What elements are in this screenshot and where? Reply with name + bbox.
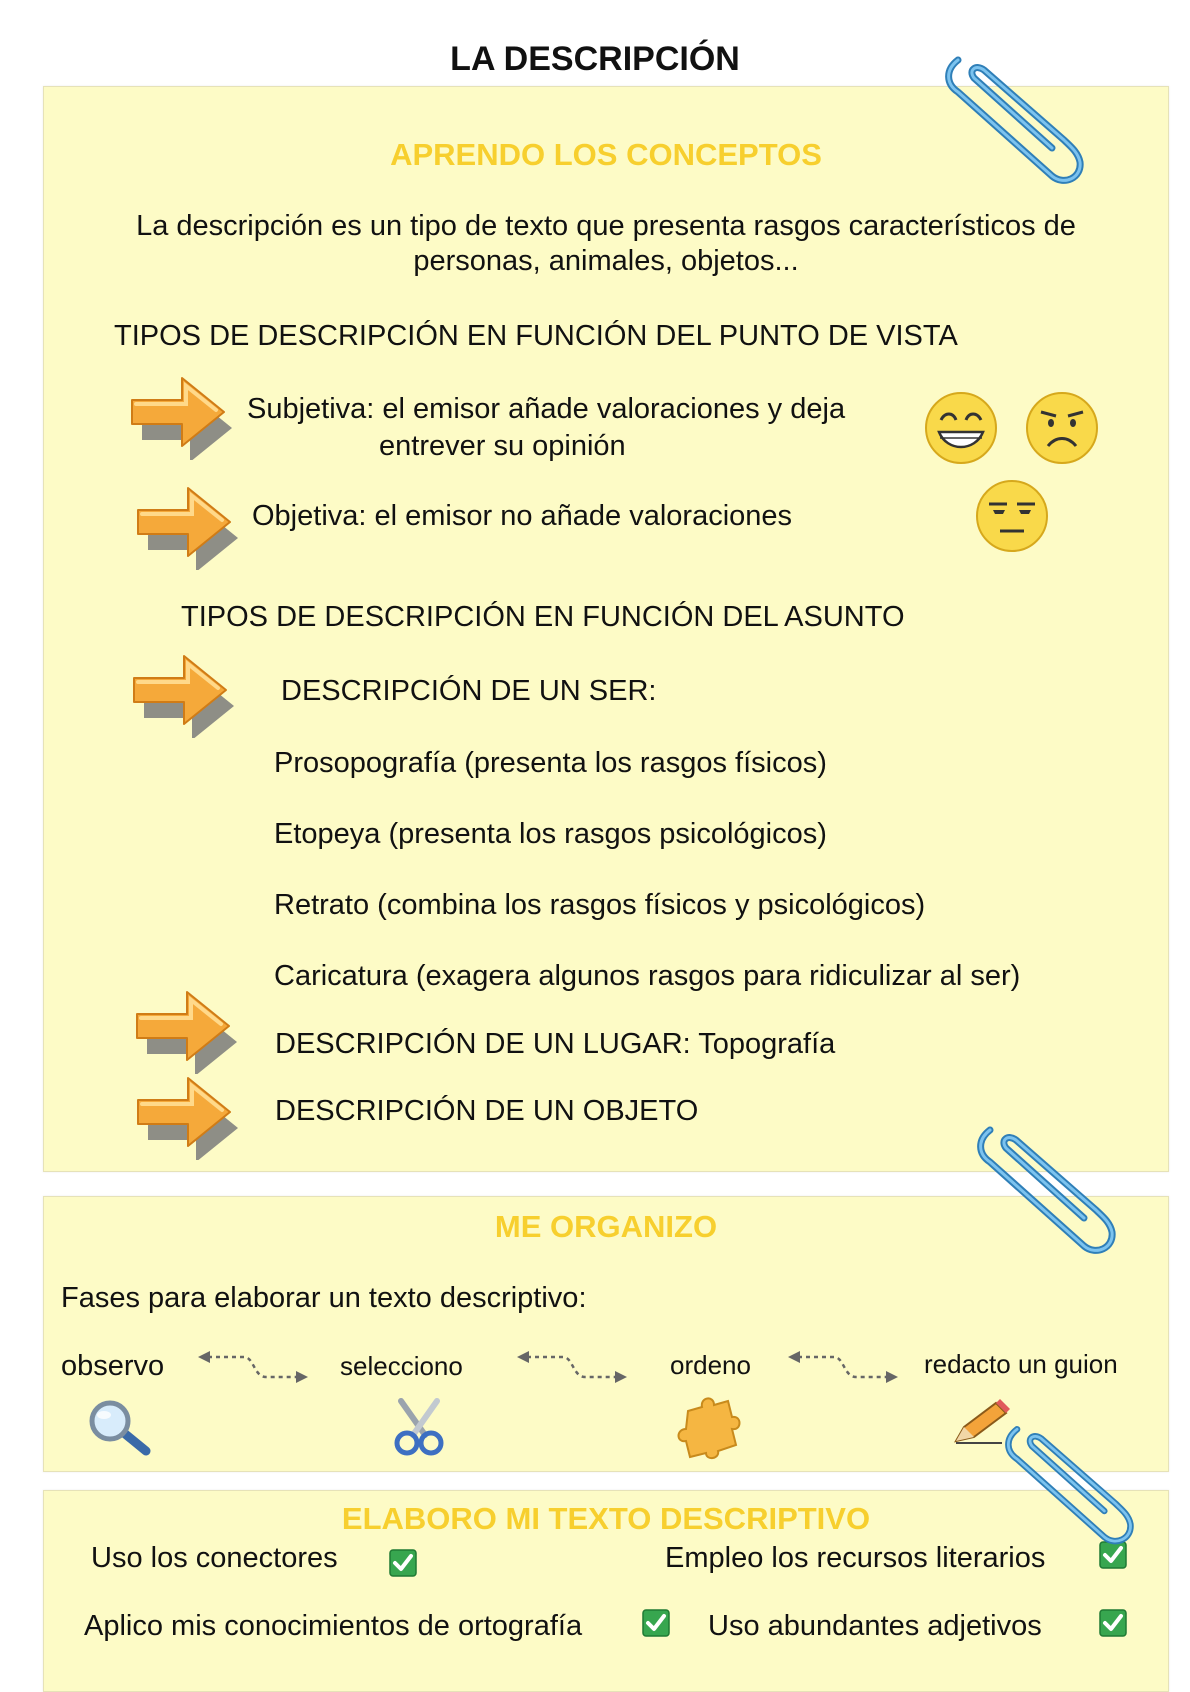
arrow-right-icon (126, 370, 236, 460)
document-title: LA DESCRIPCIÓN (450, 40, 740, 78)
being-type-etopeya: Etopeya (presenta los rasgos psicológicos) (274, 818, 827, 850)
checkbox-checked-icon (389, 1549, 417, 1577)
magnifier-icon (84, 1399, 154, 1459)
arrow-right-icon (131, 984, 241, 1074)
paperclip-icon (940, 50, 1090, 190)
object-description: DESCRIPCIÓN DE UN OBJETO (275, 1095, 699, 1127)
checklist-item-connectors: Uso los conectores (91, 1542, 338, 1574)
dashed-double-arrow-icon (784, 1347, 902, 1387)
dashed-double-arrow-icon (194, 1347, 312, 1387)
definition-line-1: La descripción es un tipo de texto que presenta rasgos característicos de (136, 210, 1076, 242)
puzzle-piece-icon (674, 1393, 744, 1463)
organize-intro: Fases para elaborar un texto descriptivo: (61, 1282, 587, 1314)
concepts-heading: APRENDO LOS CONCEPTOS (390, 137, 822, 172)
arrow-right-icon (132, 1070, 242, 1160)
being-type-caricatura: Caricatura (exagera algunos rasgos para ridiculizar al ser) (274, 960, 1021, 992)
subject-heading: TIPOS DE DESCRIPCIÓN EN FUNCIÓN DEL ASUNTO (181, 601, 905, 633)
being-type-prosopography: Prosopografía (presenta los rasgos físicos) (274, 747, 827, 779)
grinning-face-icon (923, 390, 999, 466)
organize-heading: ME ORGANIZO (494, 1209, 718, 1244)
frowning-face-icon (1024, 390, 1100, 466)
objective-text: Objetiva: el emisor no añade valoraciones (252, 500, 793, 532)
dashed-double-arrow-icon (513, 1347, 631, 1387)
definition-line-2: personas, animales, objetos... (413, 245, 799, 277)
paperclip-icon (972, 1120, 1122, 1260)
arrow-right-icon (128, 648, 238, 738)
concepts-panel (43, 86, 1169, 1172)
paperclip-icon (1000, 1420, 1140, 1550)
place-description: DESCRIPCIÓN DE UN LUGAR: Topografía (275, 1028, 836, 1060)
checklist-item-orthography: Aplico mis conocimientos de ortografía (84, 1610, 583, 1642)
phase-observo: observo (61, 1350, 165, 1382)
checkbox-checked-icon (642, 1609, 670, 1637)
checklist-item-adjectives: Uso abundantes adjetivos (708, 1610, 1042, 1642)
being-heading: DESCRIPCIÓN DE UN SER: (281, 675, 657, 707)
viewpoint-heading: TIPOS DE DESCRIPCIÓN EN FUNCIÓN DEL PUNTO DE VISTA (114, 320, 958, 352)
being-type-retrato: Retrato (combina los rasgos físicos y psicológicos) (274, 889, 926, 921)
arrow-right-icon (132, 480, 242, 570)
subjective-line-2: entrever su opinión (379, 430, 626, 462)
phase-ordeno: ordeno (670, 1350, 751, 1380)
scissors-icon (389, 1397, 449, 1457)
checkbox-checked-icon (1099, 1609, 1127, 1637)
checklist-item-literary: Empleo los recursos literarios (665, 1542, 1046, 1574)
unamused-face-icon (974, 478, 1050, 554)
phase-redacto: redacto un guion (924, 1349, 1118, 1379)
phase-selecciono: selecciono (340, 1351, 463, 1381)
write-heading: ELABORO MI TEXTO DESCRIPTIVO (341, 1501, 871, 1536)
subjective-line-1: Subjetiva: el emisor añade valoraciones y deja (247, 393, 846, 425)
